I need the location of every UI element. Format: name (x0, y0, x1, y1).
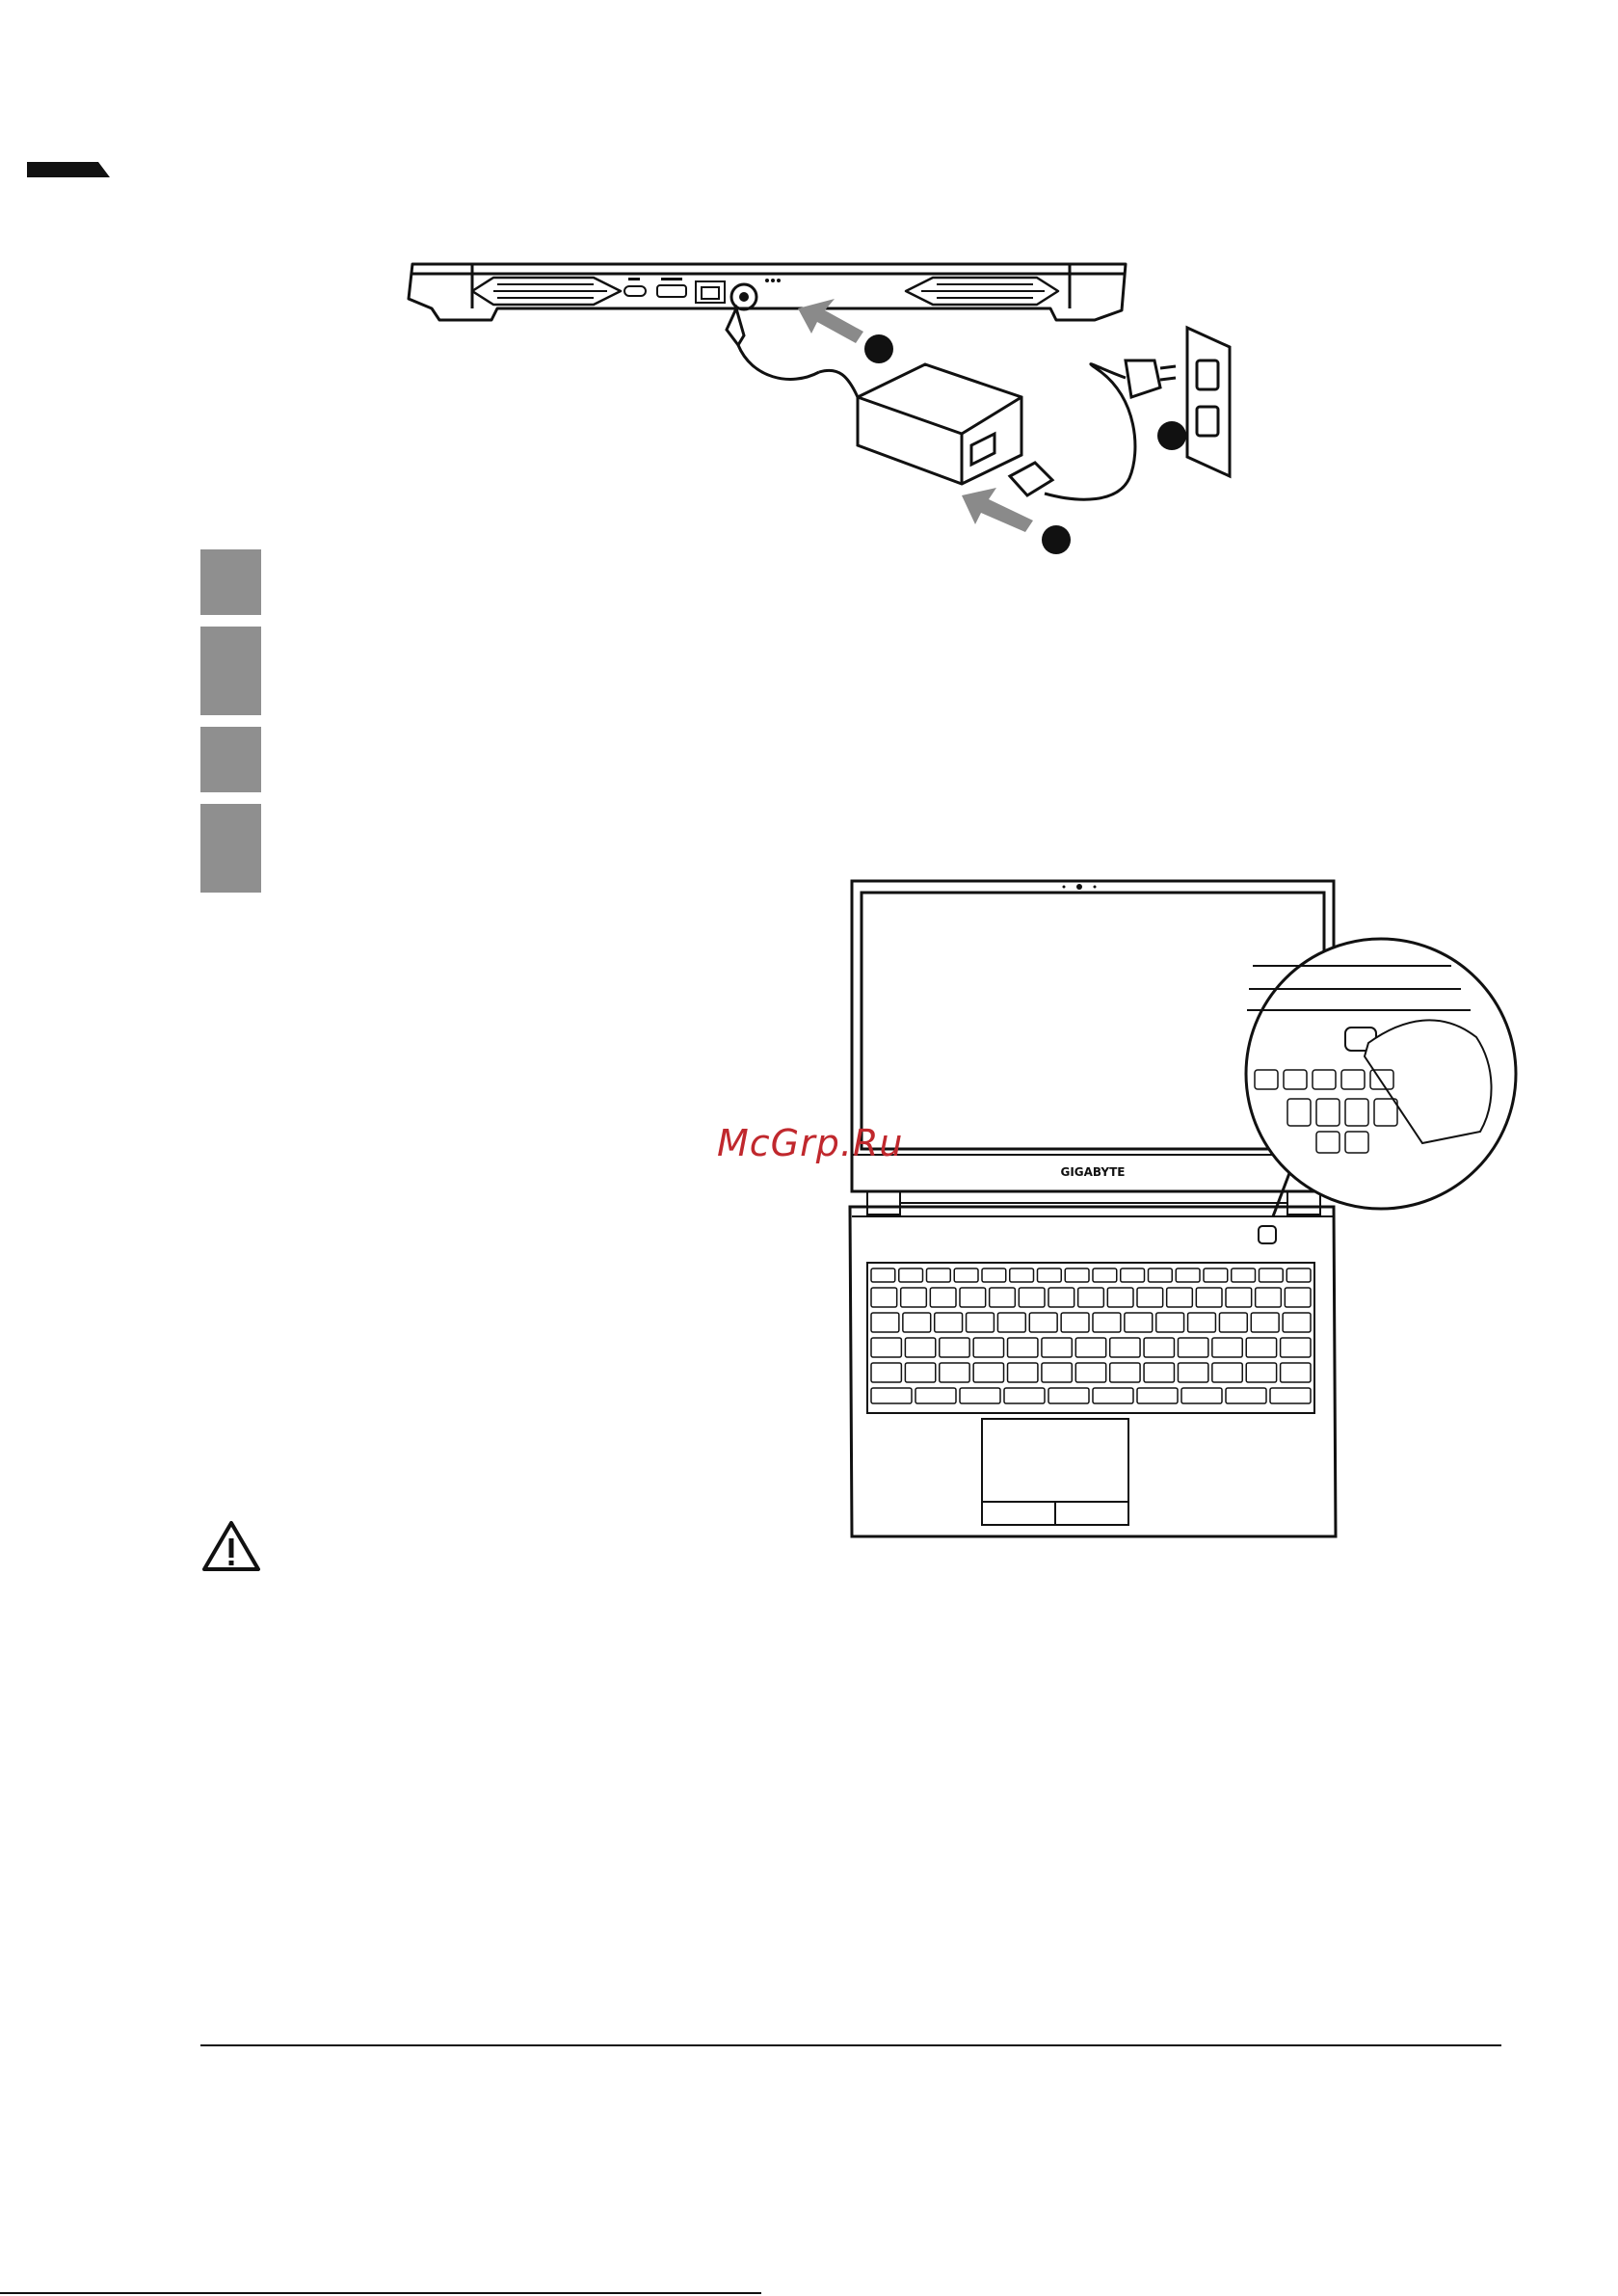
keyboard-key (935, 1313, 963, 1332)
step-marker-1 (864, 334, 893, 363)
keyboard-key (927, 1268, 951, 1282)
keyboard-key (1188, 1313, 1216, 1332)
keyboard-key (997, 1313, 1025, 1332)
power-adapter-connection-illustration (405, 253, 1272, 561)
keyboard-key (899, 1268, 923, 1282)
keyboard-key (1042, 1338, 1072, 1357)
keyboard-key (1251, 1313, 1279, 1332)
keyboard-key (871, 1363, 901, 1382)
keyboard-key (1196, 1288, 1222, 1307)
laptop-base (850, 1207, 1336, 1536)
keyboard-key (1078, 1288, 1104, 1307)
usb-c-port (624, 286, 646, 296)
keyboard-key (1167, 1288, 1193, 1307)
power-button-icon (1259, 1226, 1276, 1243)
keyboard-key (1048, 1388, 1089, 1403)
keyboard-key (1019, 1288, 1045, 1307)
keyboard-key (1121, 1268, 1145, 1282)
keyboard-key (954, 1268, 978, 1282)
keyboard-key (1285, 1288, 1311, 1307)
step-box-2 (200, 627, 261, 715)
step-marker-2 (1157, 421, 1186, 450)
keyboard-key (1232, 1268, 1256, 1282)
keyboard-key (1286, 1268, 1311, 1282)
keyboard-key (1110, 1363, 1140, 1382)
keyboard-key (1256, 1288, 1282, 1307)
keyboard-key (930, 1288, 956, 1307)
step-marker-3 (1042, 525, 1071, 554)
bottom-rule (0, 2292, 761, 2294)
power-adapter (858, 364, 1021, 484)
keyboard-key (1137, 1288, 1163, 1307)
keyboard-key (1181, 1388, 1222, 1403)
keyboard-key (940, 1338, 969, 1357)
keyboard-key (1093, 1268, 1117, 1282)
step-box-4 (200, 804, 261, 893)
keyboard-key (1226, 1388, 1266, 1403)
keyboard-key (1110, 1338, 1140, 1357)
keyboard-key (1281, 1338, 1311, 1357)
keyboard-key (871, 1268, 895, 1282)
corner-tab-marker (27, 162, 110, 177)
keyboard-key (871, 1313, 899, 1332)
keyboard-key (871, 1288, 897, 1307)
keyboard-key (905, 1363, 935, 1382)
watermark: McGrp.Ru (717, 1122, 904, 1164)
keyboard-key (1246, 1363, 1276, 1382)
keyboard-key (1178, 1338, 1207, 1357)
footer-rule (200, 2044, 1501, 2046)
keyboard-key (1226, 1288, 1252, 1307)
keyboard-key (990, 1288, 1016, 1307)
keyboard-key (1008, 1338, 1038, 1357)
step-box-3 (200, 727, 261, 792)
keyboard-key (1246, 1338, 1276, 1357)
keyboard-key (967, 1313, 995, 1332)
keyboard-key (1270, 1388, 1311, 1403)
keyboard-key (1125, 1313, 1153, 1332)
keyboard-key (1260, 1268, 1284, 1282)
keyboard-key (1144, 1363, 1174, 1382)
dc-plug (727, 308, 744, 345)
arrow-icon (798, 299, 1033, 532)
keyboard-key (940, 1363, 969, 1382)
keyboard-key (1042, 1363, 1072, 1382)
keyboard-key (1212, 1363, 1242, 1382)
keyboard-key (871, 1338, 901, 1357)
keyboard-key (1010, 1268, 1034, 1282)
keyboard-key (1075, 1363, 1105, 1382)
keyboard-key (1137, 1388, 1178, 1403)
warning-icon (200, 1519, 262, 1575)
hdmi-port (657, 285, 686, 297)
keyboard-key (1178, 1363, 1207, 1382)
keyboard-key (982, 1268, 1006, 1282)
keyboard-key (871, 1388, 912, 1403)
step-box-1 (200, 549, 261, 615)
power-plug-icon (1126, 360, 1160, 397)
keyboard-key (901, 1288, 927, 1307)
keyboard-key (1004, 1388, 1045, 1403)
keyboard-key (973, 1338, 1003, 1357)
keyboard-key (1212, 1338, 1242, 1357)
keyboard-key (1065, 1268, 1089, 1282)
keyboard-key (1093, 1388, 1133, 1403)
laptop-power-on-illustration (844, 873, 1519, 1548)
keyboard-key (960, 1288, 986, 1307)
keyboard-key (1075, 1338, 1105, 1357)
keyboard-key (1156, 1313, 1184, 1332)
keyboard-key (1107, 1288, 1133, 1307)
keyboard-key (915, 1388, 956, 1403)
keyboard-key (1281, 1363, 1311, 1382)
keyboard-key (1008, 1363, 1038, 1382)
keyboard-key (1029, 1313, 1057, 1332)
keyboard-key (1061, 1313, 1089, 1332)
key-grid (871, 1268, 1311, 1403)
keyboard-key (1283, 1313, 1311, 1332)
ac-cord-plug (1010, 463, 1052, 495)
keyboard-key (1219, 1313, 1247, 1332)
keyboard-key (1144, 1338, 1174, 1357)
keyboard-key (1093, 1313, 1121, 1332)
keyboard-key (1048, 1288, 1074, 1307)
brand-label: GIGABYTE (1060, 1165, 1126, 1179)
keyboard-key (1149, 1268, 1173, 1282)
keyboard-key (903, 1313, 931, 1332)
wall-outlet-icon (1187, 328, 1230, 476)
keyboard-key (905, 1338, 935, 1357)
keyboard-key (960, 1388, 1000, 1403)
keyboard-key (1038, 1268, 1062, 1282)
keyboard-key (973, 1363, 1003, 1382)
keyboard-key (1176, 1268, 1200, 1282)
keyboard-key (1204, 1268, 1228, 1282)
